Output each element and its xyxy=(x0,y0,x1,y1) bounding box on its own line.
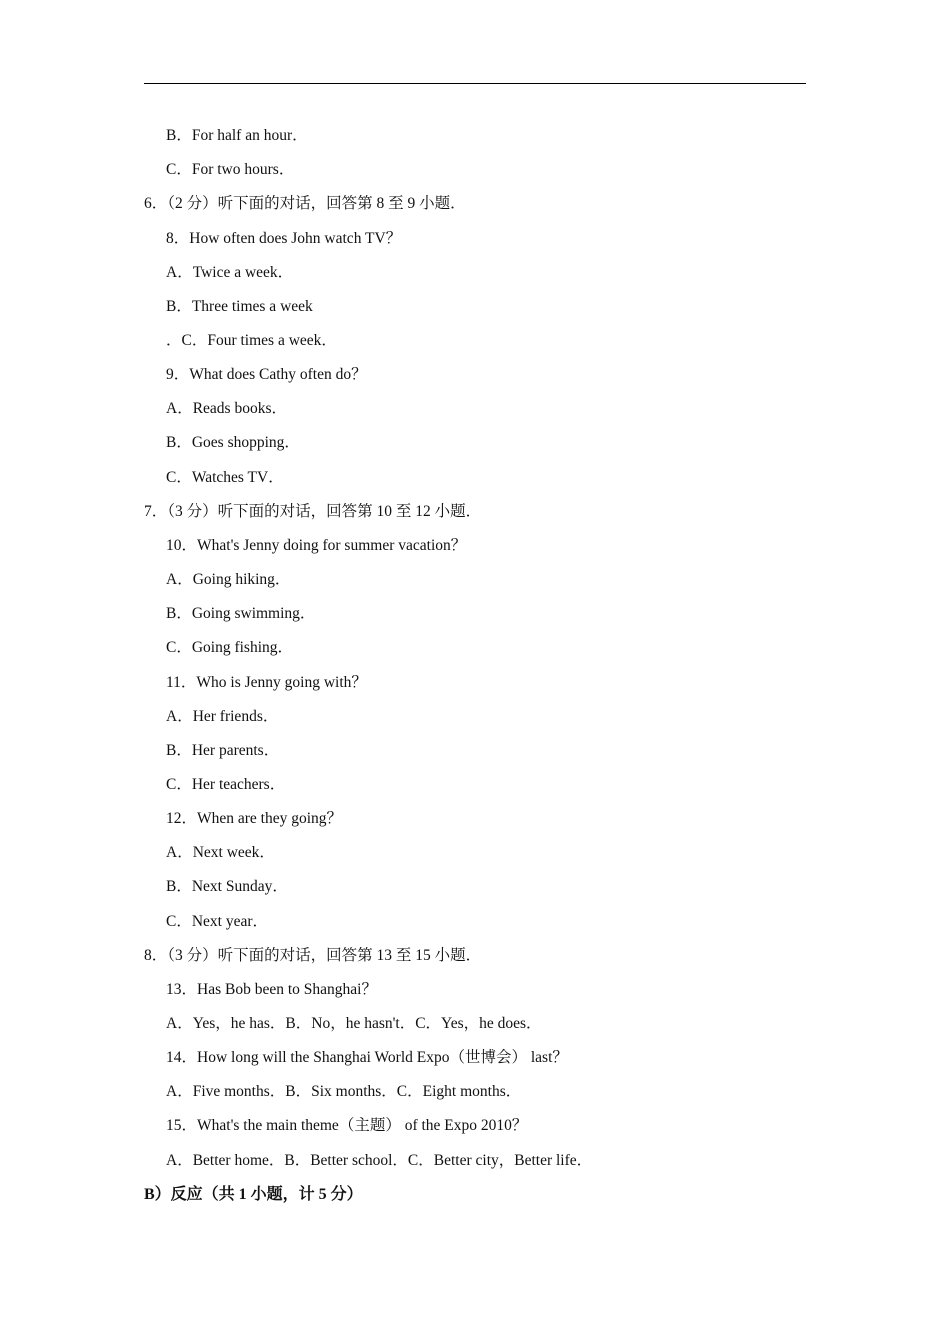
header-rule xyxy=(144,83,806,84)
q11-option-c: C．Her teachers． xyxy=(166,776,286,793)
question-15: 15．What's the main theme（主题） of the Expo 2010？ xyxy=(166,1117,528,1134)
q10-option-a: A．Going hiking． xyxy=(166,571,291,588)
q15-options: A．Better home．B．Better school．C．Better city，Better life． xyxy=(166,1152,593,1169)
option-b-half-hour: B．For half an hour． xyxy=(166,127,308,144)
question-13: 13．Has Bob been to Shanghai？ xyxy=(166,981,377,998)
q12-option-b: B．Next Sunday． xyxy=(166,878,288,895)
q12-option-c: C．Next year． xyxy=(166,913,269,930)
question-6-header: 6．（2 分）听下面的对话，回答第 8 至 9 小题． xyxy=(144,195,466,212)
q8-option-a: A．Twice a week． xyxy=(166,264,294,281)
q13-options: A．Yes，he has．B．No，he hasn't．C．Yes，he does． xyxy=(166,1015,542,1032)
q10-option-c: C．Going fishing． xyxy=(166,639,294,656)
q8-option-b: B．Three times a week xyxy=(166,298,313,315)
q9-option-a: A．Reads books． xyxy=(166,400,287,417)
question-9: 9．What does Cathy often do？ xyxy=(166,366,367,383)
question-14: 14．How long will the Shanghai World Expo（世博会） last？ xyxy=(166,1049,568,1066)
q12-option-a: A．Next week． xyxy=(166,844,275,861)
option-c-two-hours: C．For two hours． xyxy=(166,161,295,178)
question-10: 10．What's Jenny doing for summer vacation？ xyxy=(166,537,467,554)
q10-option-b: B．Going swimming． xyxy=(166,605,316,622)
question-11: 11．Who is Jenny going with？ xyxy=(166,674,367,691)
q14-options: A．Five months．B．Six months．C．Eight months． xyxy=(166,1083,522,1100)
q11-option-b: B．Her parents． xyxy=(166,742,280,759)
q9-option-b: B．Goes shopping． xyxy=(166,434,300,451)
section-b-heading: B）反应（共 1 小题，计 5 分） xyxy=(144,1186,363,1203)
question-12: 12．When are they going？ xyxy=(166,810,343,827)
q8-option-c: ．C．Four times a week． xyxy=(166,332,337,349)
q9-option-c: C．Watches TV． xyxy=(166,469,284,486)
question-7-header: 7．（3 分）听下面的对话，回答第 10 至 12 小题． xyxy=(144,503,482,520)
question-8: 8．How often does John watch TV？ xyxy=(166,230,402,247)
q11-option-a: A．Her friends． xyxy=(166,708,279,725)
question-8-header: 8．（3 分）听下面的对话，回答第 13 至 15 小题． xyxy=(144,947,482,964)
